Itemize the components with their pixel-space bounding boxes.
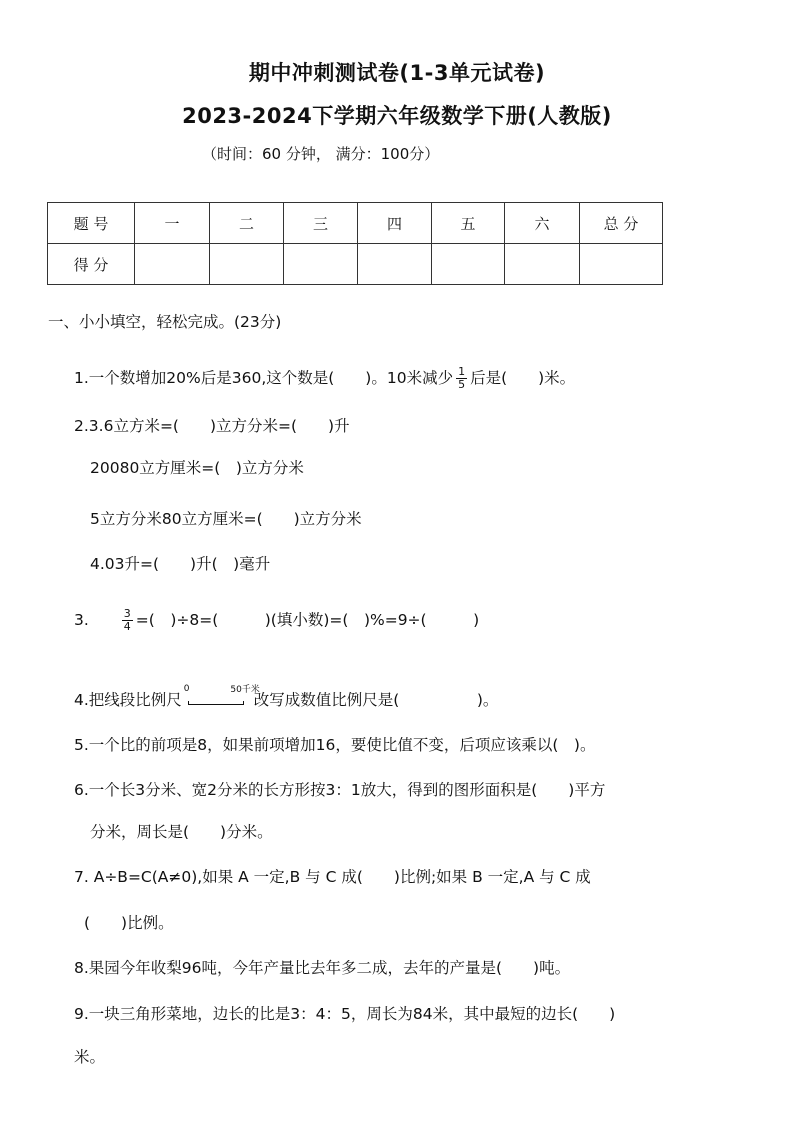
question-4-part-a: 4.把线段比例尺 [74,691,182,709]
question-2-line-b: 20080立方厘米=( )立方分米 [90,459,304,477]
question-1 [74,366,575,391]
score-header-cell: 题 号 [48,203,135,244]
scale-right-label: 50千米 [230,685,260,695]
score-header-cell: 二 [210,203,284,244]
question-9-line-a: 9.一块三角形菜地，边长的比是3：4：5，周长为84米，其中最短的边长( ) [74,1005,616,1023]
question-2-line-a: 2.3.6立方米=( )立方分米=( )升 [74,417,350,435]
question-8: 8.果园今年收梨96吨，今年产量比去年多二成，去年的产量是( )吨。 [74,959,571,977]
score-header-cell: 三 [284,203,358,244]
question-5: 5.一个比的前项是8，如果前项增加16，要使比值不变，后项应该乘以( )。 [74,736,596,754]
score-blank-cell[interactable] [210,244,284,285]
exam-subtitle: （时间：60 分钟， 满分：100分） [202,145,440,163]
question-3-rest: =( )÷8=( )(填小数)=( )%=9÷( ) [135,611,480,629]
section1-heading: 一、小小填空，轻松完成。(23分) [48,313,282,331]
question-4-part-b: 改写成数值比例尺是( )。 [253,691,499,709]
score-header-cell: 四 [358,203,432,244]
fraction-one-fifth [456,366,467,391]
scale-left-label: 0 [183,684,190,694]
score-table [47,202,663,285]
score-table-score-row [48,244,663,285]
score-row-label: 得 分 [48,244,135,285]
score-blank-cell[interactable] [432,244,505,285]
score-header-cell: 一 [135,203,210,244]
question-2-line-d: 4.03升=( )升( )毫升 [90,555,271,573]
fraction-numerator: 1 [458,365,466,378]
score-blank-cell[interactable] [284,244,358,285]
line-scale-icon [182,684,260,710]
fraction-denominator: 4 [123,620,131,633]
question-3-number: 3. [74,611,89,629]
score-blank-cell[interactable] [135,244,210,285]
question-9-line-b: 米。 [74,1048,106,1066]
score-blank-cell[interactable] [505,244,580,285]
score-blank-cell[interactable] [580,244,663,285]
score-blank-cell[interactable] [358,244,432,285]
fraction-three-quarters [122,608,133,633]
fraction-denominator: 5 [458,378,466,391]
question-2-line-c: 5立方分米80立方厘米=( )立方分米 [90,510,362,528]
scale-bar [188,701,244,705]
score-header-cell: 五 [432,203,505,244]
question-1-part-a: 1.一个数增加20%后是360,这个数是( )。10米减少 [74,369,454,387]
question-7-line-a: 7. A÷B=C(A≠0),如果 A 一定,B 与 C 成( )比例;如果 B 一定,A 与 C 成 [74,868,591,886]
question-1-part-b: 后是( )米。 [470,369,576,387]
question-4 [74,684,499,710]
question-6-line-b: 分米，周长是( )分米。 [90,823,273,841]
score-table-header-row [48,203,663,244]
question-3 [74,608,479,633]
question-6-line-a: 6.一个长3分米、宽2分米的长方形按3：1放大，得到的图形面积是( )平方 [74,781,606,799]
fraction-numerator: 3 [123,607,131,620]
score-header-cell: 六 [505,203,580,244]
score-header-cell: 总 分 [580,203,663,244]
question-7-line-b: ( )比例。 [84,914,174,932]
exam-title-line2: 2023-2024下学期六年级数学下册(人教版) [182,104,612,128]
exam-title-line1: 期中冲刺测试卷(1-3单元试卷) [248,61,546,85]
